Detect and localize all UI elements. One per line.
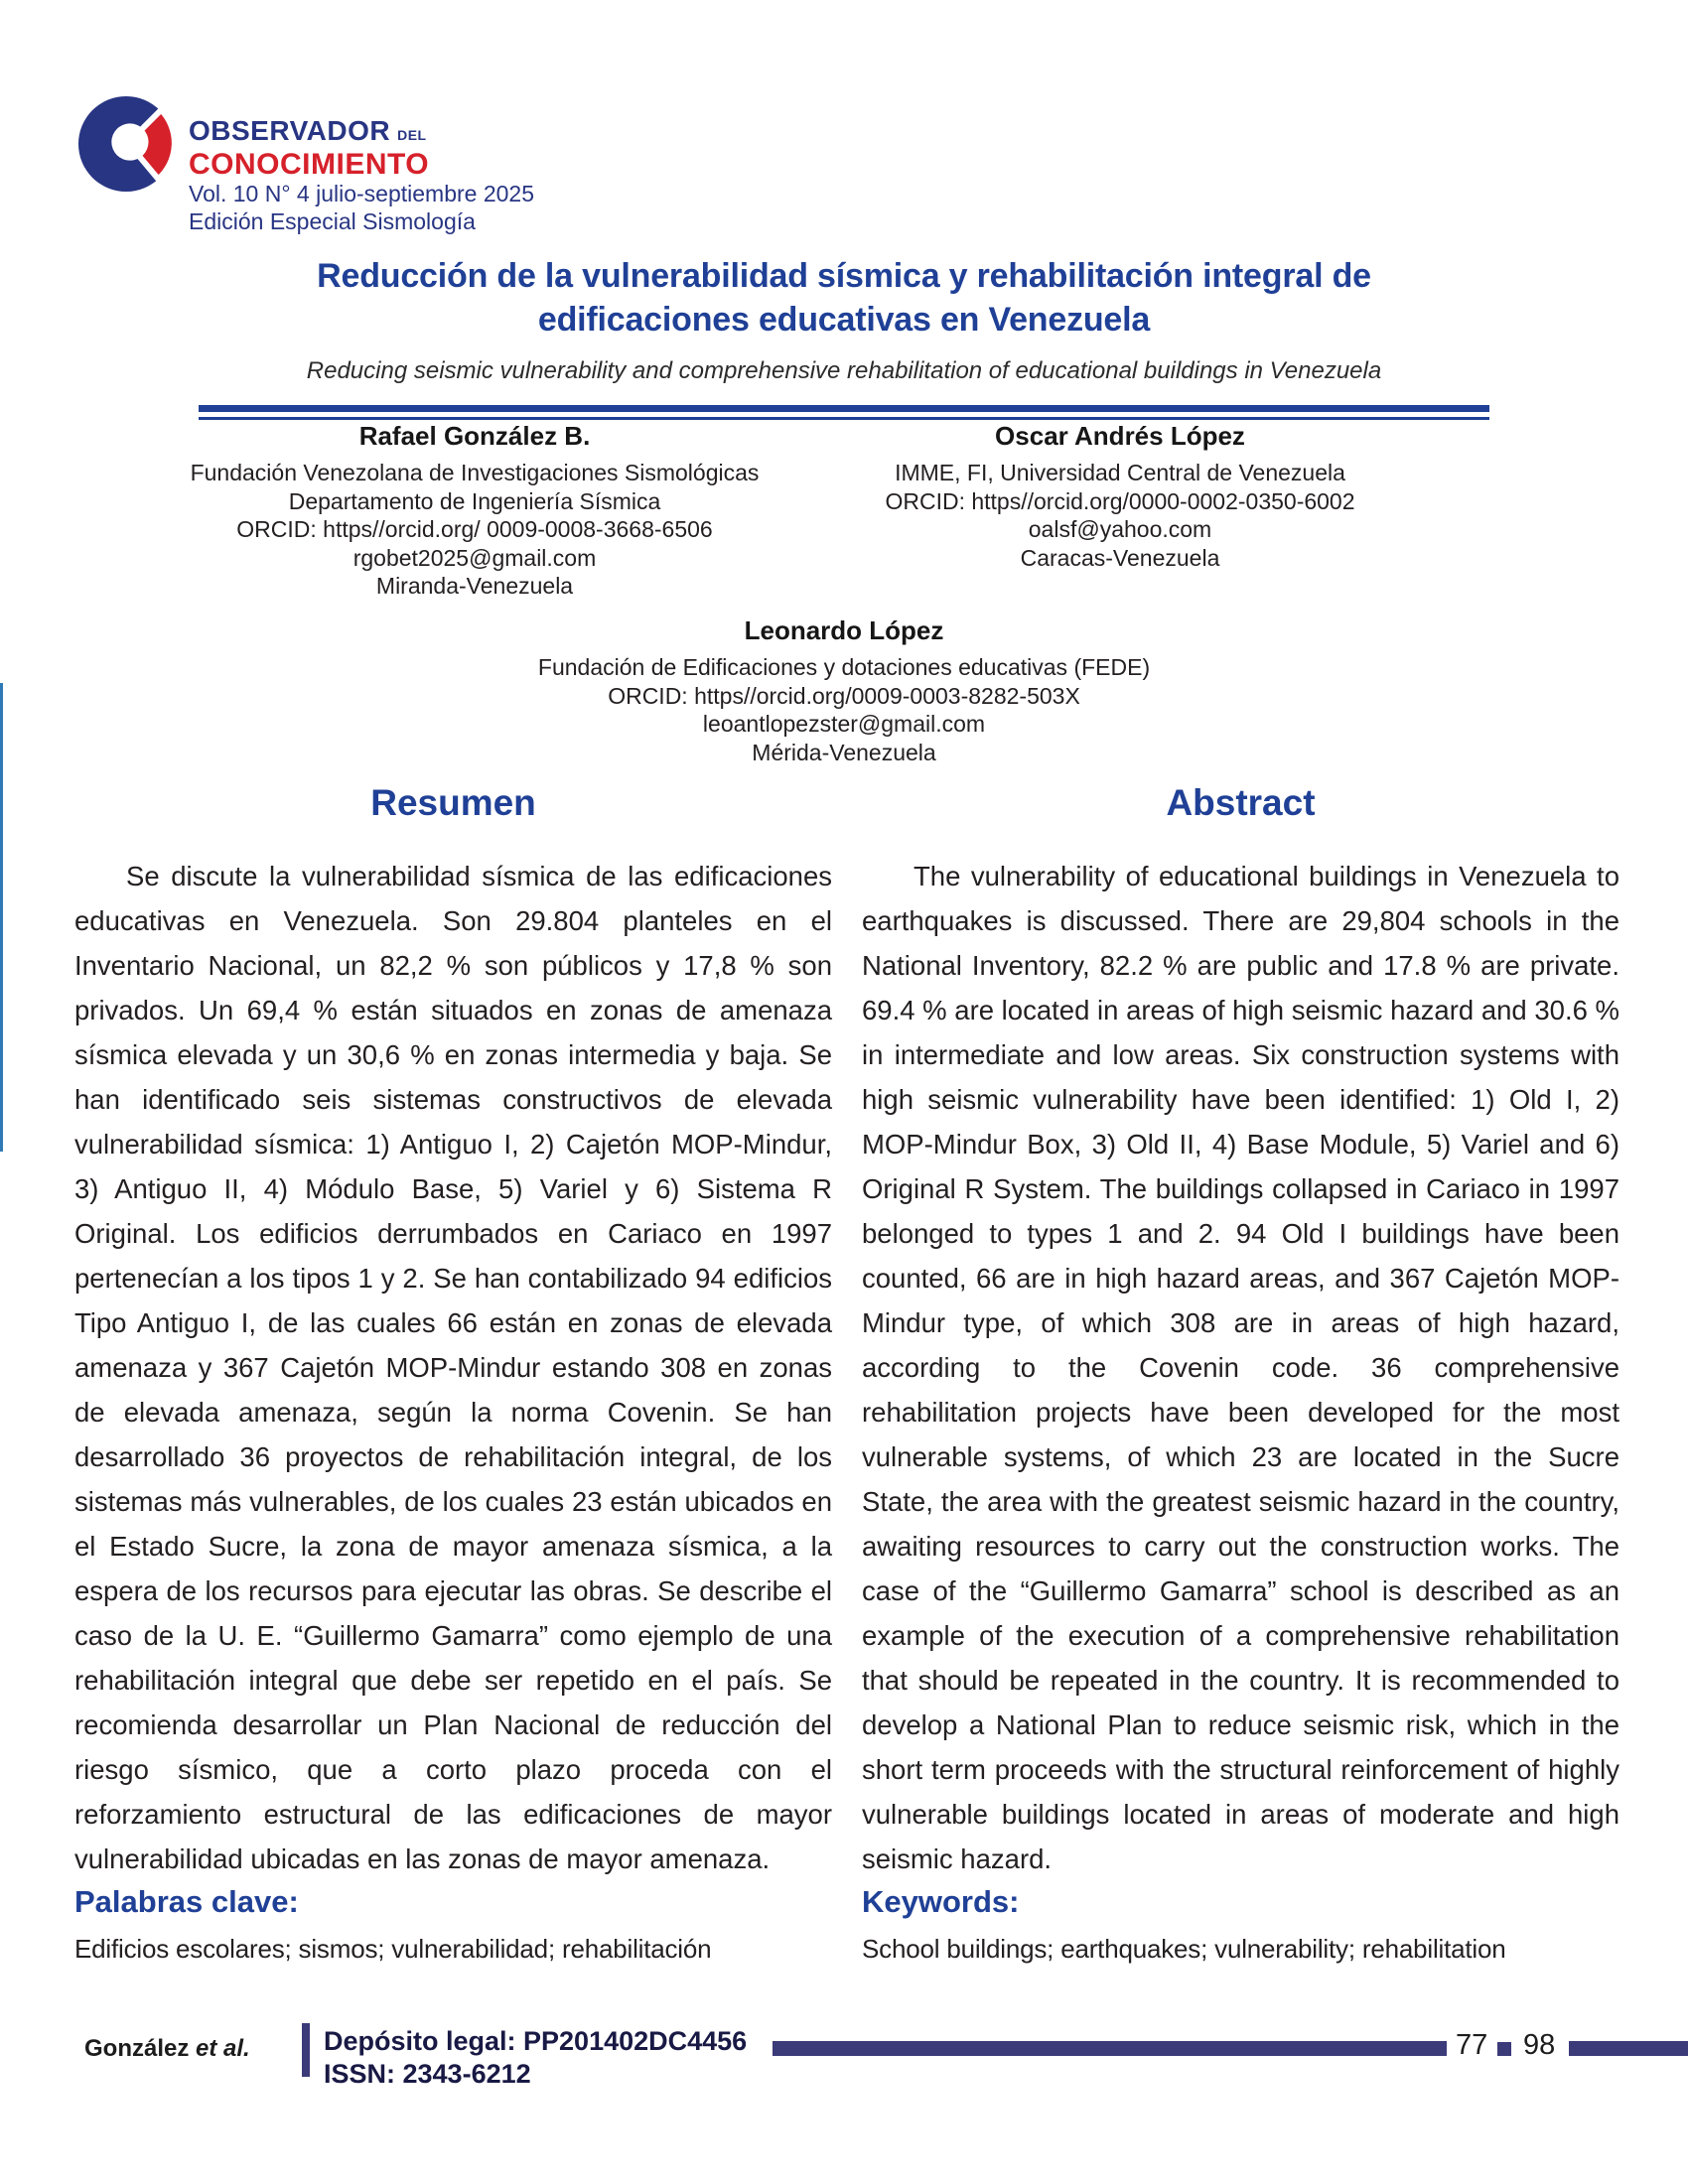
author-email: leoantlopezster@gmail.com	[702, 711, 986, 737]
author-block-gonzalez	[137, 421, 812, 601]
keywords-list: School buildings; earthquakes; vulnerability; rehabilitation	[862, 1934, 1506, 1964]
author-orcid: ORCID: https//orcid.org/0009-0003-8282-503X	[608, 682, 1080, 709]
footer-legal-block	[324, 2025, 747, 2091]
author-block-oscar-lopez	[822, 421, 1418, 601]
footer-et-al: et al.	[196, 2035, 250, 2062]
footer-square-separator-icon	[1497, 2042, 1511, 2056]
deposito-legal: Depósito legal: PP201402DC4456	[324, 2026, 748, 2056]
authors-row	[0, 421, 1688, 601]
author-email: oalsf@yahoo.com	[1028, 516, 1212, 542]
footer-page-last: 98	[1523, 2029, 1556, 2061]
author-affiliation: IMME, FI, Universidad Central de Venezuela	[895, 460, 1345, 485]
article-title-english: Reducing seismic vulnerability and comprehensive rehabilitation of educational buildings in Venezuela	[306, 357, 1382, 384]
observador-conocimiento-logo-icon	[77, 95, 175, 193]
author-affiliation: Fundación de Edificaciones y dotaciones educativas (FEDE)	[537, 654, 1151, 680]
edition-line: Edición Especial Sismología	[189, 208, 476, 234]
footer-page-first: 77	[1456, 2029, 1488, 2061]
article-title-spanish: Reducción de la vulnerabilidad sísmica y rehabilitación integral de edificaciones educativas en Venezuela	[317, 257, 1371, 339]
journal-brand	[189, 95, 534, 235]
title-block	[0, 254, 1688, 420]
author-orcid: ORCID: https//orcid.org/ 0009-0008-3668-6506	[236, 516, 713, 542]
resumen-paragraph: Se discute la vulnerabilidad sísmica de las edificaciones educativas en Venezuela. Son 29.804 planteles en el Inventario Nacional, un 82,2 % son públicos y 17,8 % son privados. Un 69,4 % están situados en zonas de amenaza sísmica elevada y un 30,6 % en zonas intermedia y baja. Se han identificado seis sistemas constructivos de elevada vulnerabilidad sísmica: 1) Antiguo I, 2) Cajetón MOP-Mindur, 3) Antiguo II, 4) Módulo Base, 5) Variel y 6) Sistema R Original. Los edificios derrumbados en Cariaco en 1997 pertenecían a los tipos 1 y 2. Se han contabilizado 94 edificios Tipo Antiguo I, de las cuales 66 están en zonas de elevada amenaza y 367 Cajetón MOP-Mindur estando 308 en zonas de elevada amenaza, según la norma Covenin. Se han desarrollado 36 proyectos de rehabilitación integral, de los sistemas más vulnerables, de los cuales 23 están ubicados en el Estado Sucre, la zona de mayor amenaza sísmica, a la espera de los recursos para ejecutar las obras. Se describe el caso de la U. E. “Guillermo Gamarra” como ejemplo de una rehabilitación integral que debe ser repetido en el país. Se recomienda desarrollar un Plan Nacional de reducción del riesgo sísmico, que a corto plazo proceda con el reforzamiento estructural de las edificaciones de mayor vulnerabilidad ubicadas en las zonas de mayor amenaza.	[74, 861, 832, 1874]
abstract-paragraph: The vulnerability of educational buildings in Venezuela to earthquakes is discussed. There are 29,804 schools in the National Inventory, 82.2 % are public and 17.8 % are private. 69.4 % are located in areas of high seismic hazard and 30.6 % in intermediate and low areas. Six construction systems with high seismic vulnerability have been identified: 1) Old I, 2) MOP-Mindur Box, 3) Old II, 4) Base Module, 5) Variel and 6) Original R System. The buildings collapsed in Cariaco in 1997 belonged to types 1 and 2. 94 Old I buildings have been counted, 66 are in high hazard areas, and 367 Cajetón MOP-Mindur type, of which 308 are in areas of high hazard, according to the Covenin code. 36 comprehensive rehabilitation projects have been developed for the most vulnerable systems, of which 23 are located in the Sucre State, the area with the greatest seismic hazard in the country, awaiting resources to carry out the construction works. The case of the “Guillermo Gamarra” school is described as an example of the execution of a comprehensive rehabilitation that should be repeated in the country. It is recommended to develop a National Plan to reduce seismic risk, which in the short term proceeds with the structural reinforcement of highly vulnerable buildings located in areas of moderate and high seismic hazard.	[862, 861, 1619, 1874]
author-affiliation: Fundación Venezolana de Investigaciones Sismológicas	[190, 460, 760, 485]
abstract-heading: Abstract	[1166, 782, 1316, 823]
palabras-clave-block	[74, 1884, 832, 1965]
author-name: Oscar Andrés López	[995, 421, 1245, 451]
author-name: Rafael González B.	[358, 421, 591, 451]
author-location: Miranda-Venezuela	[375, 573, 574, 599]
author-email: rgobet2025@gmail.com	[352, 544, 597, 571]
brand-observador: OBSERVADOR	[189, 115, 391, 146]
author-location: Mérida-Venezuela	[752, 739, 936, 765]
author-block-leonardo-lopez	[0, 615, 1688, 766]
author-department: Departamento de Ingeniería Sísmica	[288, 487, 661, 514]
journal-masthead	[77, 95, 534, 235]
footer-rule-right	[1569, 2041, 1688, 2056]
volume-line: Vol. 10 N° 4 julio-septiembre 2025	[189, 181, 535, 206]
issn: ISSN: 2343-6212	[324, 2059, 531, 2089]
palabras-clave-list: Edificios escolares; sismos; vulnerabilidad; rehabilitación	[74, 1934, 712, 1964]
footer-vertical-bar	[302, 2023, 310, 2077]
title-rule-thin	[199, 417, 1489, 420]
footer-running-authors	[84, 2035, 250, 2063]
brand-conocimiento: CONOCIMIENTO	[189, 148, 430, 181]
resumen-heading: Resumen	[370, 782, 536, 823]
resumen-column	[74, 782, 832, 1881]
author-orcid: ORCID: https//orcid.org/0000-0002-0350-6002	[885, 487, 1355, 514]
abstract-columns	[0, 782, 1688, 1881]
author-location: Caracas-Venezuela	[1020, 544, 1220, 571]
keywords-heading: Keywords:	[862, 1884, 1020, 1919]
author-name: Leonardo López	[744, 615, 944, 645]
footer-rule-left	[773, 2041, 1447, 2056]
palabras-clave-heading: Palabras clave:	[74, 1884, 299, 1919]
title-rule-thick	[199, 405, 1489, 412]
abstract-column	[862, 782, 1619, 1881]
footer-author-surname: González	[84, 2035, 190, 2062]
brand-del: DEL	[397, 127, 427, 143]
keywords-block	[862, 1884, 1619, 1965]
